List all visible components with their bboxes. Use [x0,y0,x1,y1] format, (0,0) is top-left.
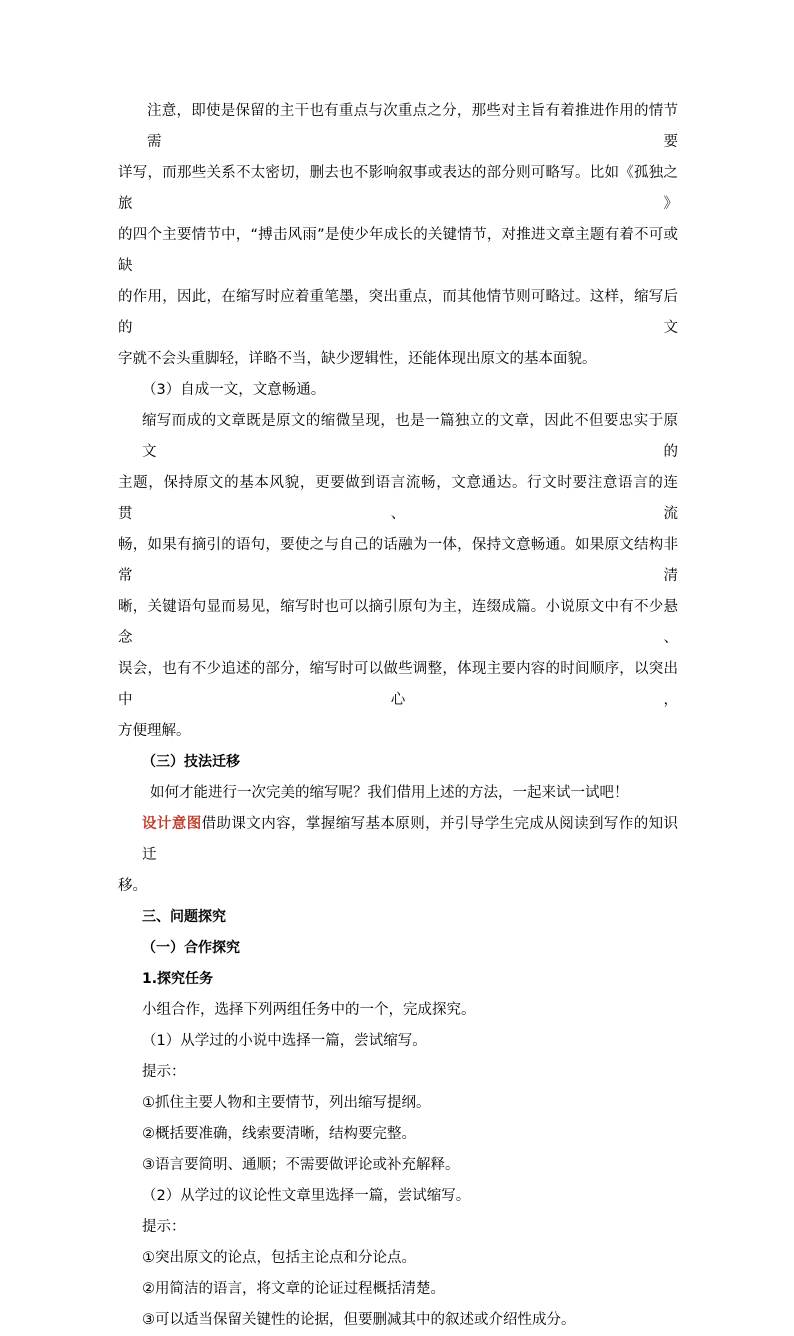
paragraph-emphasis [118,96,678,375]
paragraph-line: 畅，如果有摘引的语句，要使之与自己的话融为一体，保持文意畅通。如果原文结构非常清 [118,537,678,584]
paragraph-fluency [118,406,678,747]
task-a-hint-label: 提示： [142,1064,186,1080]
document-body [118,96,678,1336]
paragraph-line: 的四个主要情节中，“搏击风雨”是使少年成长的关键情节，对推进文章主题有着不可或缺 [118,227,678,274]
paragraph-line: 误会，也有不少追述的部分，缩写时可以做些调整，体现主要内容的时间顺序，以突出中心， [118,661,678,708]
design-intent-line [118,809,678,871]
paragraph-line: 缩写而成的文章既是原文的缩微呈现，也是一篇独立的文章，因此不但要忠实于原文的 [142,413,678,460]
task-b-hint: ①突出原文的论点，包括主论点和分论点。 [142,1250,416,1266]
task-a-title: （1）从学过的小说中选择一篇，尝试缩写。 [142,1033,427,1049]
paragraph-line: 的作用，因此，在缩写时应着重笔墨，突出重点，而其他情节则可略过。这样，缩写后的文 [118,289,678,336]
paragraph-line: 晰，关键语句显而易见，缩写时也可以摘引原句为主，连缀成篇。小说原文中有不少悬念、 [118,599,678,646]
task-b-hint-label: 提示： [142,1219,186,1235]
paragraph-line: 主题，保持原文的基本风貌，更要做到语言流畅，文意通达。行文时要注意语言的连贯、流 [118,475,678,522]
task-title: 1.探究任务 [142,971,214,987]
part-title-problem-inquiry: 三、问题探究 [142,909,226,925]
design-intent-line-2: 移。 [118,878,147,894]
design-intent-label: 设计意图 [142,816,202,832]
task-b-hint: ②用简洁的语言，将文章的论证过程概括清楚。 [142,1281,445,1297]
section-text: 如何才能进行一次完美的缩写呢？我们借用上述的方法，一起来试一试吧！ [150,785,629,801]
list-item-3: （3）自成一文，文意畅通。 [142,382,326,398]
task-a-hint: ③语言要简明、通顺；不需要做评论或补充解释。 [142,1157,460,1173]
subsection-title-cooperative: （一）合作探究 [142,940,240,956]
task-b-title: （2）从学过的议论性文章里选择一篇，尝试缩写。 [142,1188,471,1204]
task-intro: 小组合作，选择下列两组任务中的一个，完成探究。 [142,1002,476,1018]
paragraph-line: 方便理解。 [118,723,191,739]
task-b-hint: ③可以适当保留关键性的论据，但要删减其中的叙述或介绍性成分。 [142,1312,576,1328]
paragraph-line: 注意，即使是保留的主干也有重点与次重点之分，那些对主旨有着推进作用的情节需要 [147,103,678,150]
section-title-technique-transfer: （三）技法迁移 [142,754,240,770]
design-intent-text: 借助课文内容，掌握缩写基本原则，并引导学生完成从阅读到写作的知识迁 [142,816,679,863]
paragraph-line: 详写，而那些关系不太密切，删去也不影响叙事或表达的部分则可略写。比如《孤独之旅》 [118,165,678,212]
task-a-hint: ①抓住主要人物和主要情节，列出缩写提纲。 [142,1095,431,1111]
paragraph-line: 字就不会头重脚轻，详略不当，缺少逻辑性，还能体现出原文的基本面貌。 [118,351,597,367]
task-a-hint: ②概括要准确，线索要清晰，结构要完整。 [142,1126,416,1142]
